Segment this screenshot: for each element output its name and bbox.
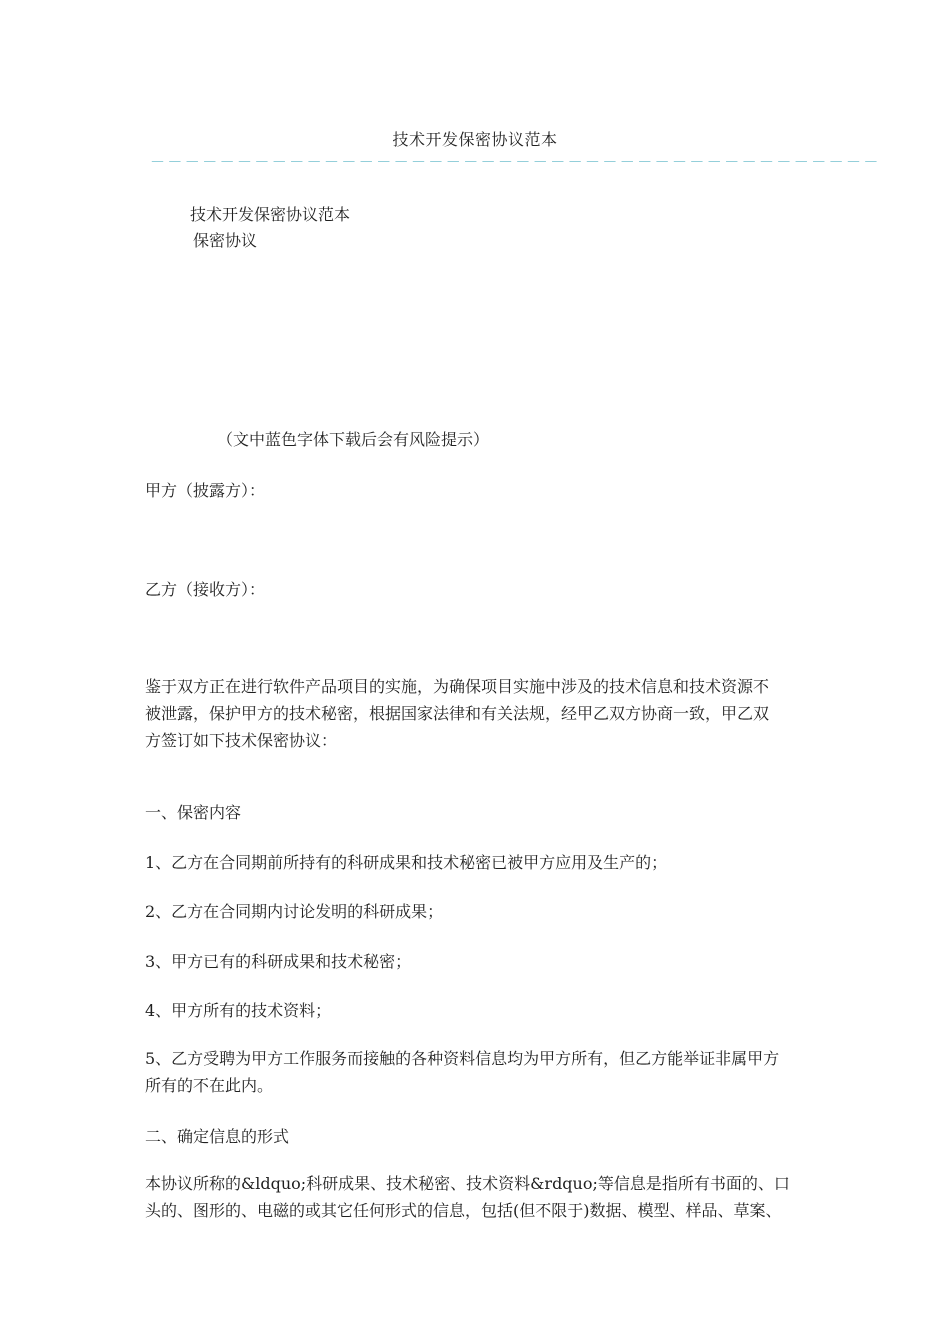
- list-item-line: 所有的不在此内。: [145, 1076, 274, 1095]
- page-header-title: 技术开发保密协议范本: [392, 130, 558, 149]
- notice-text: （文中蓝色字体下载后会有风险提示）: [217, 430, 490, 449]
- intro-line: 被泄露，保护甲方的技术秘密，根据国家法律和有关法规，经甲乙双方协商一致，甲乙双: [145, 704, 770, 723]
- intro-line: 方签订如下技术保密协议：: [145, 731, 338, 750]
- document-title: 技术开发保密协议范本: [190, 205, 351, 224]
- list-item: 2、乙方在合同期内讨论发明的科研成果；: [145, 902, 444, 921]
- definition-line: 头的、图形的、电磁的或其它任何形式的信息，包括(但不限于)数据、模型、样品、草案、: [145, 1201, 782, 1220]
- section-heading-1: 一、保密内容: [145, 803, 242, 822]
- header-divider: －－－－－－－－－－－－－－－－－－－－－－－－－－－－－－－－－－－－－－－－－－: [150, 153, 881, 171]
- list-item: [145, 1045, 825, 1099]
- intro-paragraph: [145, 673, 825, 754]
- party-b-label: 乙方（接收方）：: [145, 580, 266, 599]
- list-item: 4、甲方所有的技术资料；: [145, 1001, 332, 1020]
- intro-line: 鉴于双方正在进行软件产品项目的实施，为确保项目实施中涉及的技术信息和技术资源不: [145, 677, 770, 696]
- list-item: 1、乙方在合同期前所持有的科研成果和技术秘密已被甲方应用及生产的；: [145, 853, 668, 872]
- document-subtitle: 保密协议: [193, 231, 258, 250]
- party-a-label: 甲方（披露方）：: [145, 481, 266, 500]
- list-item: 3、甲方已有的科研成果和技术秘密；: [145, 952, 412, 971]
- definition-paragraph: [145, 1170, 825, 1224]
- definition-line: 本协议所称的&ldquo;科研成果、技术秘密、技术资料&rdquo;等信息是指所有书面的、口: [145, 1174, 790, 1193]
- section-heading-2: 二、确定信息的形式: [145, 1127, 290, 1146]
- list-item-line: 5、乙方受聘为甲方工作服务而接触的各种资料信息均为甲方所有，但乙方能举证非属甲方: [145, 1049, 780, 1068]
